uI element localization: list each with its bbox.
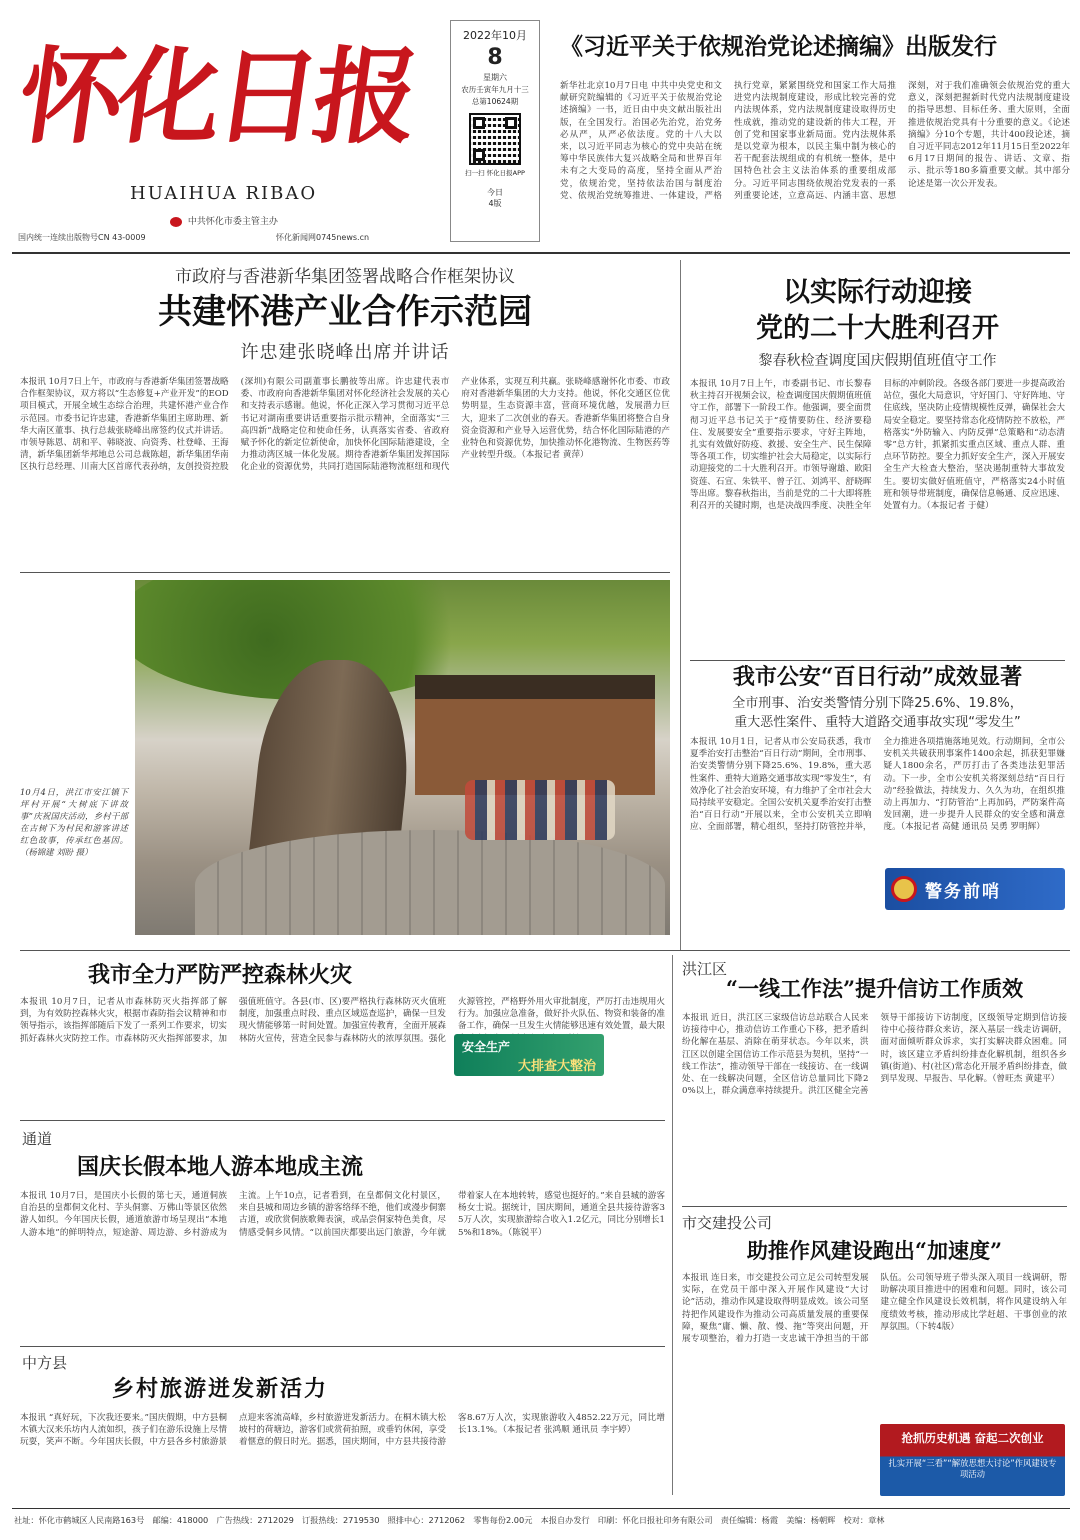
pages-label: 今日	[487, 188, 503, 197]
art4-headline: 我市全力严防严控森林火灾	[87, 962, 352, 988]
photo-stone-wall	[195, 830, 665, 935]
art8-tag: 市交建投公司	[682, 1214, 773, 1232]
masthead-rule	[12, 252, 1070, 254]
date-weekday: 星期六	[483, 73, 507, 82]
party-emblem-icon	[170, 217, 182, 227]
police-badge-text: 警务前哨	[925, 881, 1001, 902]
art3-sub1: 全市刑事、治安类警情分别下降25.6%、19.8%，	[732, 696, 1023, 711]
art2-subheadline: 黎春秋检查调度国庆假期值班值守工作	[758, 353, 997, 369]
website-link[interactable]: 怀化新闻网0745news.cn	[276, 233, 370, 242]
masthead-pinyin: HUAIHUA RIBAO	[130, 183, 318, 204]
art4-rule	[20, 1120, 665, 1121]
qr-caption: 扫一扫 怀化日报APP	[465, 169, 525, 177]
campaign-banner-line1: 抢抓历史机遇 奋起二次创业	[901, 1431, 1044, 1445]
art1-kicker: 市政府与香港新华集团签署战略合作框架协议	[175, 267, 515, 287]
art1-body: 本报讯 10月7日上午，市政府与香港新华集团签署战略合作框架协议，双方将以“生态修复+产业开发”的EOD项目模式，开展全域生态综合治理，共建怀港产业合作示范园。市委书记许忠建，香港新华集团主席助理、新华大南区董事、执行总裁张晓峰出席签约仪式并讲话。市领导陈恩、胡和平、韩晓波、向资秀、杜登峰、王海清，新华集团新华邦地总公司总裁陈超，新华集团华南区执行总经理、川南大区首席代表孙纳，友创投资控股(深圳)有限公司副董事长鹏彼等出席。许忠建代表市委、市政府向香港新华集团对怀化经济社会发展的关心和支持表示感谢。他说，怀化正深入学习贯彻习近平总书记对湖南重要讲话重要指示批示精神，全面落实“三高四新”战略定位和使命任务，认真落实省委、省政府赋予怀化的新定位新使命，加快怀化国际陆港建设，全力推动湾区城一体化发展。期待香港新华集团发挥国际化企业的资源优势，共同打造国际陆港物流枢纽和现代产业体系，实现互利共赢。张晓峰感谢怀化市委、市政府对香港新华集团的大力支持。他说，怀化交通区位优势明显，生态资源丰富，营商环境优越，发展潜力巨大，迎来了二次创业的春天。香港新华集团将整合自身资金资源和产业导入运营优势，结合怀化国际陆港的产业特色和资源优势，加快推动怀化港物流、生物医药等产业转型升级。（本报记者 黄萍）	[20, 377, 670, 473]
art7-body: 本报讯 “真好玩，下次我还要来。”国庆假期，中方县桐木镇大汉来乐坊内人流如织，孩子们在游乐设施上尽情玩耍，笑声不断。今年国庆长假，中方县各乡村旅游景点迎来客流高峰，乡村旅游迸发新活力。在桐木镇大松坡村的荷塘边，游客们或赏荷拍照，或垂钓休闲，享受着惬意的假日时光。据悉，国庆期间，中方县共接待游客8.67万人次，实现旅游收入4852.22万元，同比增长13.1%。（本报记者 张鸿顺 通讯员 李宇婷）	[20, 1413, 665, 1448]
art1-rule	[20, 572, 670, 573]
issue-number: 总第10624期	[471, 97, 519, 106]
date-lunar: 农历壬寅年九月十三	[461, 85, 529, 94]
art6-headline: 国庆长假本地人游本地成主流	[76, 1154, 363, 1180]
date-day: 8	[487, 45, 503, 70]
date-box	[450, 20, 540, 242]
art4-body: 本报讯 10月7日，记者从市森林防灭火指挥部了解到，为有效防控森林火灾，根据市森防指会议精神和市领导指示，该指挥部随后下发了一系列工作要求，切实抓好森林火灾防控工作。市森林防灭火指挥部要求，加强值班值守。各县(市、区)要严格执行森林防灭火值班制度，加强重点时段、重点区域巡查巡护，确保一旦发现火情能够第一时间处置。加强宣传教育，全面开展森林防火宣传，营造全民参与森林防火的浓厚氛围。强化火源管控，严格野外用火审批制度，严厉打击违规用火行为。加强应急准备，做好扑火队伍、物资和装备的准备工作，确保一旦发生火情能够迅速有效处置，最大限	[20, 997, 665, 1044]
campaign-banner-line2: 扎实开展“三看”“解放思想大讨论”作风建设专项活动	[888, 1458, 1057, 1479]
art3-body: 本报讯 10月1日，记者从市公安局获悉，我市夏季治安打击整治“百日行动”期间，全市刑事、治安类警情分别下降25.6%、19.8%，重大恶性案件、重特大道路交通事故实现“零发生”，有效净化了社会治安环境，有力维护了全市社会大局持续平安稳定。全国公安机关夏季治安打击整治“百日行动”开展以来，全市公安机关立即响应、全面部署，精心组织，坚持打防管控并举，全力推进各项措施落地见效。行动期间，全市公安机关共破获刑事案件1400余起，抓获犯罪嫌疑人1800余名，严厉打击了各类违法犯罪活动。下一步，全市公安机关将深刻总结“百日行动”经验做法，持续发力、久久为功，在组织推动上再加力、“打防管治”上再加码，严防案件高发回潮，进一步提升人民群众的安全感和满意度。（本报记者 高健 通讯员 吴勇 罗明辉）	[690, 737, 1065, 833]
art5-tag: 洪江区	[682, 960, 728, 978]
art1-subheadline: 许忠建张晓峰出席并讲话	[240, 342, 450, 363]
art2-headline-2: 党的二十大胜利召开	[756, 313, 999, 344]
footer-rule	[12, 1508, 1070, 1509]
column-divider-top	[680, 260, 681, 950]
art6-body: 本报讯 10月7日，是国庆小长假的第七天，通道侗族自治县的皇都侗文化村、芋头侗寨、万佛山等景区依然游人如织。今年国庆长假，通道旅游市场呈现出“本地人游本地”的鲜明特点，短途游、周边游、乡村游成为主流。上午10点，记者看到，在皇都侗文化村景区，来自县城和周边乡镇的游客络绎不绝，他们或漫步侗寨古道，或欣赏侗族歌舞表演，或品尝侗家特色美食，尽情感受侗乡风情。“以前国庆都要出远门旅游，今年就带着家人在本地转转，感觉也挺好的。”来自县城的游客杨女士说。据统计，国庆期间，通道全县共接待游客35万人次，实现旅游综合收入1.2亿元，同比分别增长15%和18%。（陈锐平）	[20, 1191, 665, 1238]
safety-badge-line2: 大排查大整治	[517, 1059, 596, 1074]
art6-tag: 通道	[22, 1130, 53, 1148]
art3-sub2: 重大恶性案件、重特大道路交通事故实现“零发生”	[734, 715, 1021, 730]
cn-number: 国内统一连续出版物号CN 43-0009	[18, 233, 146, 242]
art2-headline-1: 以实际行动迎接	[783, 277, 972, 308]
feature-photo	[135, 580, 670, 935]
safety-badge	[454, 1034, 604, 1076]
safety-badge-line1: 安全生产	[462, 1040, 511, 1054]
column-divider-mid	[672, 955, 673, 1495]
masthead-logo	[11, 22, 440, 182]
photo-caption: 10月4日，洪江市安江镇下坪村开展“大树底下讲故事”庆祝国庆活动，乡村干部在古树下为村民和游客讲述红色故事，传承红色基因。（杨锦建 刘盼 摄）	[20, 787, 128, 857]
qr-code[interactable]	[469, 113, 521, 165]
sponsor-line	[170, 214, 278, 227]
art5-rule	[682, 1206, 1067, 1207]
sponsor-text: 中共怀化市委主管主办	[187, 217, 278, 227]
art8-headline: 助推作风建设跑出“加速度”	[746, 1238, 1003, 1263]
art3-headline: 我市公安“百日行动”成效显著	[732, 664, 1023, 690]
footer-text: 社址：怀化市鹤城区人民南路163号 邮编：418000 广告热线：2712029 订报热线：2719530 照排中心：2712062 零售每份2.00元 本报自办发行 印刷：怀化日报社印务有限公司 责任编辑：杨霞 美编：杨朝辉 校对：章林	[14, 1515, 885, 1525]
art2-body: 本报讯 10月7日上午，市委副书记、市长黎春秋主持召开视频会议，检查调度国庆假期值班值守工作，部署下一阶段工作。他强调，要全面贯彻习近平总书记关于“疫情要防住、经济要稳住、发展要安全”重要指示要求，守好主阵地，扎实有效做好防疫、救援、安全生产、民生保障等各项工作，切实维护社会大局稳定，以实际行动迎接党的二十大胜利召开。市领导谢雄、欧阳资莲、石宣、朱铁平、曾子江、刘鸿平、舒晓晖等出席。黎春秋指出，当前是党的二十大即将胜利召开的关键时期，也是决战四季度、决胜全年目标的冲刺阶段。各级各部门要进一步提高政治站位，强化大局意识，守好国门、守好阵地、守住底线，坚决防止疫情规模性反弹，确保社会大局安全稳定。要坚持常态化疫情防控不放松，严格落实“外防输入、内防反弹”总策略和“动态清零”总方针，抓紧抓实重点区域、重点人群、重点环节防控。要全力抓好安全生产，深入开展安全生产大检查大整治，坚决遏制重特大事故发生。要切实做好值班值守，严格落实24小时值班和领导带班制度，确保信息畅通、反应迅速、处置有力。（本报记者 于健）	[690, 379, 1065, 512]
art1-headline: 共建怀港产业合作示范园	[158, 292, 532, 332]
photo-people	[465, 780, 615, 840]
masthead-logo-text: 怀化日报	[11, 35, 421, 158]
art6-rule	[20, 1346, 665, 1347]
campaign-banner	[880, 1424, 1065, 1496]
date-year-month: 2022年10月	[463, 29, 527, 42]
masthead	[0, 0, 1080, 245]
police-badge	[885, 868, 1065, 910]
art7-tag: 中方县	[22, 1354, 68, 1372]
pages-count: 4版	[488, 199, 502, 208]
mid-rule	[20, 950, 1070, 951]
art7-headline: 乡村旅游迸发新活力	[111, 1376, 328, 1402]
art5-headline: “一线工作法”提升信访工作质效	[725, 976, 1024, 1001]
art5-body: 本报讯 近日，洪江区三家级信访总站联合人民来访接待中心，推动信访工作重心下移，把矛盾纠纷化解在基层、消除在萌芽状态。今年以来，洪江区以创建全国信访工作示范县为契机，坚持“一线工作法”，推动领导干部在一线接访、在一线调处、在一线解决问题，全区信访总量同比下降20%以上，群众满意率持续提升。洪江区健全完善领导干部接访下访制度，区级领导定期到信访接待中心接待群众来访，深入基层一线走访调研，面对面倾听群众诉求，实打实解决群众困难。同时，该区建立矛盾纠纷排查化解机制，组织各乡镇(街道)、村(社区)常态化开展矛盾纠纷排查，做到早发现、早报告、早化解。（曾旺杰 黄建平）	[682, 1013, 1067, 1097]
lead-headline: 《习近平关于依规治党论述摘编》出版发行	[560, 33, 997, 60]
police-emblem-icon	[891, 876, 917, 902]
art8-body: 本报讯 连日来，市交建投公司立足公司转型发展实际，在党员干部中深入开展作风建设“大讨论”活动，推动作风建设取得明显成效。该公司坚持把作风建设作为推动公司高质量发展的重要保障，聚焦“庸、懒、散、慢、拖”等突出问题，开展专项整治，着力打造一支忠诚干净担当的干部队伍。公司领导班子带头深入项目一线调研，帮助解决项目推进中的困难和问题。同时，该公司建立健全作风建设长效机制，将作风建设纳入年度绩效考核，推动形成比学赶超、干事创业的浓厚氛围。（下转4版）	[682, 1273, 1067, 1345]
photo-building	[415, 675, 655, 795]
lead-body: 新华社北京10月7日电 中共中央党史和文献研究院编辑的《习近平关于依规治党论述摘编》一书，近日由中央文献出版社出版，在全国发行。治国必先治党，治党务必从严，从严必依法度。党的十八大以来，以习近平同志为核心的党中央站在统筹中华民族伟大复兴战略全局和世界百年未有之大变局的高度，坚持全面从严治党，依规治党，坚持依法治国与制度治党、依规治党统筹推进、一体建设，严格执行党章，紧紧围绕党和国家工作大局推进党内法规制度建设，形成比较完善的党内法规体系，党内法规制度建设取得历史性成就，推动党的建设新的伟大工程，开创了党和国家事业新局面。党内法规体系是以党章为根本，以民主集中制为核心的若干配套法规组成的有机统一整体，是中国特色社会主义法治体系的重要组成部分。习近平同志围绕依规治党发表的一系列重要论述，立意高远、内涵丰富、思想深刻，对于我们准确领会依规治党的重大意义，深刻把握新时代党内法规制度建设的指导思想、目标任务、重大原则，全面推进依规治党具有十分重要的意义。《论述摘编》分10个专题，共计400段论述，摘自习近平同志2012年11月15日至2022年6月17日期间的报告、讲话、文章、指示、批示等180多篇重要文献。其中部分论述是第一次公开发表。	[560, 81, 1070, 201]
